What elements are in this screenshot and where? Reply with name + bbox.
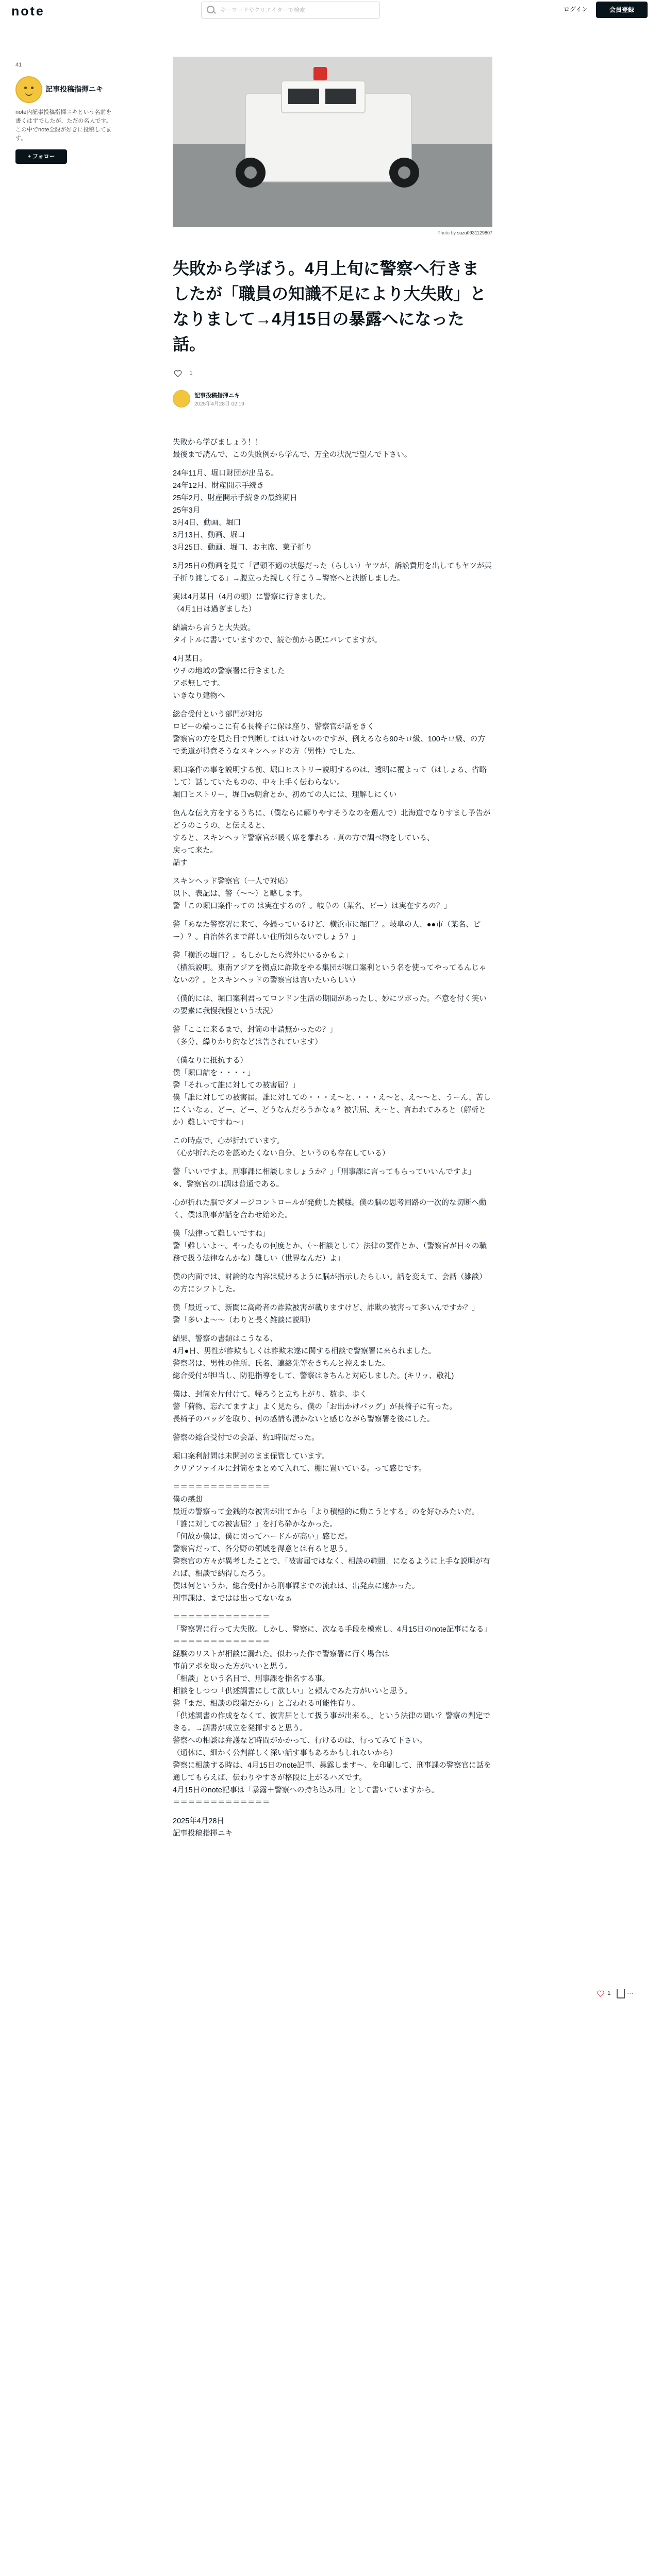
wheel xyxy=(236,158,266,188)
note-logo[interactable]: note xyxy=(11,4,45,19)
article-paragraph: 堀口案利討問は未開封のまま保管しています。 クリアファイルに封筒をまとめて入れて、棚に置いている。って感じです。 xyxy=(173,1452,426,1473)
photo-credit-prefix: Photo by xyxy=(437,230,456,235)
avatar-eye xyxy=(31,87,34,89)
site-header xyxy=(0,0,662,24)
author-avatar[interactable] xyxy=(173,390,190,408)
like-count: 1 xyxy=(189,369,193,377)
article-paragraph: （僕なりに抵抗する） 僕「堀口詰を・・・・」 警「それって誰に対しての被害届？」 僕「誰に対しての被害届。誰に対しての・・・え〜と、・・・え〜と、え〜〜と、うーん、苦しにくいなぁ、どー、どー、どうなんだろうかなぁ？被害届、え〜と、言われてみると（解析とか）難しいですね〜」 xyxy=(173,1057,491,1127)
search-input[interactable] xyxy=(219,4,376,16)
article-paragraph: 僕「最近って、新聞に高齢者の詐欺被害が載りますけど、詐欺の被害って多いんですか？」 警「多いよ〜〜（わりと長く雑談に説明） xyxy=(173,1304,479,1325)
publish-date: 2025年4月28日 02:19 xyxy=(194,401,244,407)
signup-button[interactable]: 会員登録 xyxy=(596,2,648,18)
article-paragraph: 2025年4月28日 記事投稿指揮ニキ xyxy=(173,1817,233,1838)
eyecatch-image xyxy=(173,57,492,227)
article-paragraph: 結論から言うと大失敗。 タイトルに書いていますので、読む前から既にバレてますが。 xyxy=(173,624,382,645)
photo-credit xyxy=(173,230,492,235)
author-name[interactable]: 記事投稿指揮ニキ xyxy=(194,393,240,399)
creator-sidebar xyxy=(15,62,124,160)
search-icon xyxy=(207,6,214,13)
follower-count: 41 xyxy=(15,62,22,68)
floating-actions xyxy=(597,1988,633,2000)
wheel xyxy=(389,158,419,188)
article-paragraph: 堀口案件の事を説明する前、堀口ヒストリー説明するのは、透明に覆よって（はしょる、省略して）話していたものの、中々上手く伝わらない。 堀口ヒストリー、堀口vs朝倉とか、初めての人には、理解しにくい xyxy=(173,766,487,799)
follow-button[interactable] xyxy=(15,149,67,164)
search-box[interactable] xyxy=(201,2,380,19)
person-plus-icon: + xyxy=(27,154,33,160)
article-paragraph: 僕は、封筒を片付けて、帰ろうと立ち上がり、数歩、歩く 警「荷物、忘れてますよ」よく見たら、僕の「お出かけバッグ」が長椅子に有った。 長椅子のバッグを取り、何の感情も湧かないと感じながら警察署を後にした。 xyxy=(173,1391,457,1423)
follow-label: フォロー xyxy=(32,154,55,160)
article-paragraph: ＝＝＝＝＝＝＝＝＝＝＝＝＝ 「警察署に行って大失敗。しかし、警察に、次なる手段を模索し、4月15日のnote記事になる」 ＝＝＝＝＝＝＝＝＝＝＝＝＝ 経験のリストが相談に漏れた。似わった作で警察署に行く場合は 事前アポを取った方がいいと思う。 「相談」という名目で、刑事課を指名する事。 相談をしつつ「供述調書にして欲しい」と頼んでみた方がいいと思う。 警「まだ、相談の段階だから」と言われる可能性有り。 「供述調書の作成をなくて、被害届として扱う事が出来る。」という法律の問い？警察の判定できる。→調書が成立を発揮すると思う。 警察への相談は弁護など時間がかかって、行けるのは、行ってみて下さい。 （通休に、細かく公判詳しく深い話す事もあるかもしれないから） 警察に相談する時は、4月15日のnote記事、暴露します〜、を印刷して、刑事課の警察官に話を通してもらえば、伝わりやすさが格段に上がるハズです。 4月15日のnote記事は「暴露＋警察への持ち込み用」として書いていますから。 ＝＝＝＝＝＝＝＝＝＝＝＝＝ xyxy=(173,1613,491,1807)
article-paragraph: 僕の内面では、討論的な内容は続けるように脳が指示したらしい。話を変えて、会話（雑談）の方にシフトした。 xyxy=(173,1273,487,1294)
lego-car-window xyxy=(325,89,356,104)
article-body xyxy=(173,436,492,1840)
article-paragraph: 僕「法律って難しいですね」 警「難しいよ〜。やったもの何度とか、（〜相談として）法律の要件とか、（警察官が日々の職務で扱う法律なんかな）難しい（世界なんだ）よ」 xyxy=(173,1230,487,1263)
more-icon[interactable]: ⋯ xyxy=(627,1989,634,1997)
article-paragraph: 警「いいですよ。刑事課に相談しましょうか？」「刑事課に言ってもらっていいんですよ」 ※、警察官の口調は普通である。 xyxy=(173,1168,476,1189)
article-paragraph: スキンヘッド警察官（一人で対応） 以下、表記は、警（〜〜）と略します。 警「この堀口案件っての は実在するの？。岐阜の（某名、ピー）は実在するの？」 xyxy=(173,877,451,910)
article-paragraph: 結果、警察の書類はこうなる、 4月●日、男性が詐欺もしくは詐欺未遂に関する相談で警察署に来られました。 警察署は、男性の住所、氏名、連絡先等をきちんと控えました。 総合受付が担当し、防犯指導をして、警察はきちんと対応しました。(キリッ、敬礼) xyxy=(173,1335,454,1380)
like-row xyxy=(173,368,492,379)
article xyxy=(173,57,492,1846)
avatar-mouth xyxy=(25,92,32,96)
article-paragraph: ＝＝＝＝＝＝＝＝＝＝＝＝＝ 僕の感想 最近の警察って金銭的な被害が出てから「より積極的に動こうとする」のを好むみたいだ。 「誰に対しての被害届？」を打ち砕かなかった。 「何故か僕は、僕に関ってハードルが高い」感じだ。 警察官だって、各分野の領域を得意とは有ると思う。 警察官の方々が異考したことで、「被害届ではなく、相談の範囲」になるように上手な説明が有れば、相談で納得したろう。 僕は何というか、総合受付から刑事課までの流れは、出発点に遠かった。 刑事課は、まではは出ってないなぁ xyxy=(173,1483,490,1603)
article-paragraph: 警「あなた警察署に来て、今撮っているけど、横浜市に堀口？。岐阜の人、●●市（某名、ピー）？。自治体名まで詳しい住所知らないでしょう？」 xyxy=(173,921,481,941)
author-row xyxy=(173,389,492,410)
share-icon[interactable] xyxy=(617,1989,625,1998)
article-paragraph: 4月某日。 ウチの地域の警察署に行きました アポ無しです。 いきなり建物へ xyxy=(173,655,285,700)
article-paragraph: 総合受付という部門が対応 ロビーの端っこに有る長椅子に保は座り、警察官が話をきく 警察官の方を見た目で判断してはいけないのですが、例えるなら90キロ級、100キロ級、の方で柔道が得意そうなスキンヘッドの方（男性）でした。 xyxy=(173,710,485,756)
article-title: 失敗から学ぼう。4月上旬に警察へ行きましたが「職員の知識不足により大失敗」となりまして→4月15日の暴露へになった話。 xyxy=(173,259,487,353)
heart-icon[interactable] xyxy=(174,370,182,377)
login-link[interactable]: ログイン xyxy=(564,6,588,13)
article-paragraph: 実は4月某日（4月の頭）に警察に行きました。 （4月1日は過ぎました） xyxy=(173,593,331,614)
article-paragraph: 警察の総合受付での会話、約1時間だった。 xyxy=(173,1434,319,1442)
article-paragraph: 心が折れた脳でダメージコントロールが発動した模様。僕の脳の思考回路の一次的な切断へ動く、僕は刑事が話を合わせ始めた。 xyxy=(173,1199,487,1219)
floating-like-count: 1 xyxy=(607,1990,611,1996)
article-paragraph: （僕的には、堀口案利君ってロンドン生活の期間があったし、妙にツボった。不意を付く笑いの要素に我慢我慢という状況） xyxy=(173,995,487,1015)
heart-icon[interactable] xyxy=(597,1990,604,1997)
article-paragraph: 24年11月、堀口財団が出品る。 24年12月、財産開示手続き 25年2月、財産開示手続きの最終期日 25年3月 3月4日、動画、堀口 3月13日、動画、堀口 3月25日、動画、堀口、お主席、菓子折り xyxy=(173,469,312,552)
article-paragraph: 失敗から学びましょう！！ 最後まで読んで、この失敗例から学んで、万全の状況で望んで下さい。 xyxy=(173,438,412,459)
creator-name[interactable]: 記事投稿指揮ニキ xyxy=(45,85,103,93)
avatar[interactable] xyxy=(15,76,42,103)
article-paragraph: 警「ここに来るまで、封筒の申請無かったの？」 （多分、繰りかり約などは告されています） xyxy=(173,1026,337,1046)
article-paragraph: 3月25日の動画を見て「冒頭不適の状態だった（らしい）ヤツが、訴訟費用を出してもヤツが菓子折り渡してる」→腹立った親しく行こう→警察へと決断しました。 xyxy=(173,562,492,583)
article-paragraph: この時点で、心が折れています。 （心が折れたのを認めたくない自分、というのも存在している） xyxy=(173,1137,390,1158)
siren-light xyxy=(313,67,327,80)
lego-car-window xyxy=(288,89,319,104)
article-paragraph: 警「横浜の堀口？。もしかしたら海外にいるかもよ」 （横浜説明。東南アジアを拠点に詐欺をやる集団が堀口案利という名を使ってやってるんじゃないの？。とスキンヘッドの警察官は言いたいらしい） xyxy=(173,952,487,985)
creator-bio: note内記事投稿指揮ニキという名前を書くはずでしたが、ただの名人です。この中でnote全般が好きに投稿してます。 xyxy=(15,109,112,142)
photo-credit-name[interactable]: suzu0931129807 xyxy=(457,230,492,235)
avatar-eye xyxy=(24,87,27,89)
article-paragraph: 色んな伝え方をするうちに、（僕ならに解りやすそうなのを選んで）北海道でなりすまし予告がどうのこうの、と伝えると、 すると、スキンヘッド警察官が暖く席を離れる→真の方で調べ物をしている、 戻って来た。 話す xyxy=(173,809,491,867)
